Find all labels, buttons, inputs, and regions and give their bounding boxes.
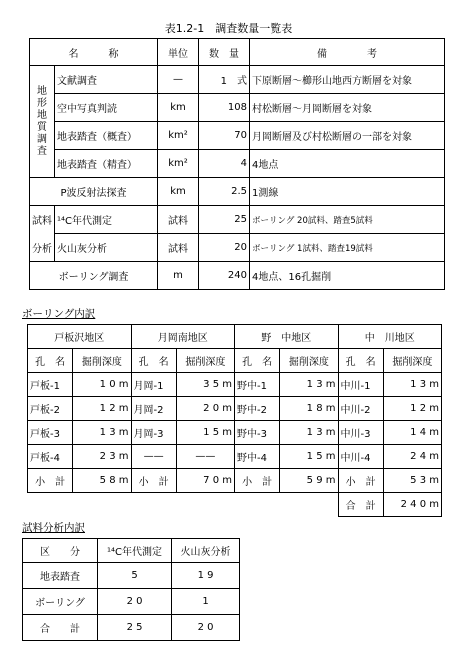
samples-c14-value: 2 0 (98, 589, 172, 615)
hole-name: 中川-3 (338, 421, 383, 445)
row-unit: 試料 (158, 206, 199, 234)
samples-col-ash: 火山灰分析 (172, 539, 240, 563)
hole-name: 中川-4 (338, 445, 383, 469)
col-hole-name: 孔 名 (338, 349, 383, 373)
boring-table (27, 324, 442, 517)
subtotal-value: 5 9 m (280, 469, 338, 493)
hole-name: 中川-1 (338, 373, 383, 397)
row-qty: 240 (199, 262, 250, 290)
col-depth: 掘削深度 (383, 349, 441, 373)
table-row (30, 178, 445, 206)
col-depth: 掘削深度 (73, 349, 131, 373)
total-spacer (28, 493, 339, 517)
summary-table (29, 38, 445, 290)
row-name: P波反射法探査 (30, 178, 158, 206)
hole-depth: 1 3 m (280, 421, 338, 445)
table-row (30, 234, 445, 262)
row-unit: km (158, 94, 199, 122)
hole-depth: 2 0 m (176, 397, 234, 421)
subtotal-label: 小 計 (235, 469, 280, 493)
hole-name: 野中-3 (235, 421, 280, 445)
hole-name: 中川-2 (338, 397, 383, 421)
table-row (30, 122, 445, 150)
hole-depth: 1 5 m (176, 421, 234, 445)
subtotal-label: 小 計 (131, 469, 176, 493)
hole-depth: 3 5 m (176, 373, 234, 397)
area-tsukiokaminami: 月岡南地区 (131, 325, 235, 349)
col-depth: 掘削深度 (176, 349, 234, 373)
row-note: 村松断層〜月岡断層を対象 (250, 94, 445, 122)
hole-name: 野中-1 (235, 373, 280, 397)
boring-heading: ボーリング内訳 (22, 308, 96, 320)
row-qty: 20 (199, 234, 250, 262)
table-row (30, 262, 445, 290)
row-note: 下原断層〜櫛形山地西方断層を対象 (250, 66, 445, 94)
row-note: 4地点 (250, 150, 445, 178)
hole-name: —— (131, 445, 176, 469)
header-name: 名 称 (30, 39, 158, 66)
table-row (23, 563, 240, 589)
samples-row-label: ボーリング (23, 589, 98, 615)
area-nonaka: 野 中地区 (235, 325, 339, 349)
subtotal-value: 5 3 m (383, 469, 441, 493)
area-toitazawa: 戸板沢地区 (28, 325, 132, 349)
samples-c14-value: 5 (98, 563, 172, 589)
row-qty: 108 (199, 94, 250, 122)
row-note: 4地点、16孔掘削 (250, 262, 445, 290)
row-name: ¹⁴C年代測定 (55, 206, 158, 234)
samples-row-label: 合 計 (23, 615, 98, 641)
samples-ash-value: 1 9 (172, 563, 240, 589)
samples-c14-value: 2 5 (98, 615, 172, 641)
boring-area-row (28, 325, 442, 349)
hole-name: 野中-2 (235, 397, 280, 421)
hole-depth: 1 3 m (383, 373, 441, 397)
row-unit: km (158, 178, 199, 206)
row-qty: 1 式 (199, 66, 250, 94)
samples-col-c14: ¹⁴C年代測定 (98, 539, 172, 563)
row-qty: 70 (199, 122, 250, 150)
table-row (23, 589, 240, 615)
table-row (30, 94, 445, 122)
col-hole-name: 孔 名 (235, 349, 280, 373)
subtotal-row (28, 469, 442, 493)
samples-ash-value: 2 0 (172, 615, 240, 641)
row-name: 文献調査 (55, 66, 158, 94)
page-title: 表1.2-1 調査数量一覧表 (164, 22, 293, 35)
subtotal-label: 小 計 (28, 469, 73, 493)
table-row (30, 66, 445, 94)
row-name: ボーリング調査 (30, 262, 158, 290)
row-unit: km² (158, 122, 199, 150)
hole-depth: 1 2 m (73, 397, 131, 421)
row-qty: 4 (199, 150, 250, 178)
total-label: 合 計 (338, 493, 383, 517)
col-depth: 掘削深度 (280, 349, 338, 373)
table-row (28, 445, 442, 469)
table-row (23, 615, 240, 641)
hole-name: 月岡-2 (131, 397, 176, 421)
subtotal-value: 7 0 m (176, 469, 234, 493)
group-label (30, 66, 55, 178)
table-row (30, 150, 445, 178)
hole-depth: 1 5 m (280, 445, 338, 469)
row-qty: 25 (199, 206, 250, 234)
row-category: 分析 (30, 234, 55, 262)
hole-name: 戸板-4 (28, 445, 73, 469)
hole-depth: 1 8 m (280, 397, 338, 421)
row-unit: — (158, 66, 199, 94)
hole-name: 戸板-1 (28, 373, 73, 397)
hole-depth: 1 0 m (73, 373, 131, 397)
hole-name: 戸板-3 (28, 421, 73, 445)
summary-header-row (30, 39, 445, 66)
samples-col-category: 区 分 (23, 539, 98, 563)
hole-name: 野中-4 (235, 445, 280, 469)
subtotal-label: 小 計 (338, 469, 383, 493)
samples-row-label: 地表踏査 (23, 563, 98, 589)
samples-header-row (23, 539, 240, 563)
table-row (28, 421, 442, 445)
row-unit: m (158, 262, 199, 290)
header-qty: 数 量 (199, 39, 250, 66)
header-unit: 単位 (158, 39, 199, 66)
hole-depth: 1 2 m (383, 397, 441, 421)
table-row (28, 397, 442, 421)
row-name: 火山灰分析 (55, 234, 158, 262)
row-note: 1測線 (250, 178, 445, 206)
samples-table (22, 538, 240, 641)
row-unit: km² (158, 150, 199, 178)
hole-depth: —— (176, 445, 234, 469)
row-name: 地表踏査（概査） (55, 122, 158, 150)
samples-ash-value: 1 (172, 589, 240, 615)
row-note: ボーリング 20試料、踏査5試料 (250, 206, 445, 234)
header-note: 備 考 (250, 39, 445, 66)
col-hole-name: 孔 名 (28, 349, 73, 373)
row-qty: 2.5 (199, 178, 250, 206)
area-nakagawa: 中 川地区 (338, 325, 442, 349)
table-row (28, 373, 442, 397)
hole-depth: 1 3 m (280, 373, 338, 397)
hole-depth: 2 4 m (383, 445, 441, 469)
hole-depth: 1 4 m (383, 421, 441, 445)
samples-heading: 試料分析内訳 (22, 522, 85, 534)
hole-name: 戸板-2 (28, 397, 73, 421)
row-note: ボーリング 1試料、踏査19試料 (250, 234, 445, 262)
row-note: 月岡断層及び村松断層の一部を対象 (250, 122, 445, 150)
total-value: 2 4 0 m (383, 493, 441, 517)
hole-depth: 2 3 m (73, 445, 131, 469)
row-name: 地表踏査（精査） (55, 150, 158, 178)
row-unit: 試料 (158, 234, 199, 262)
hole-name: 月岡-3 (131, 421, 176, 445)
row-category: 試料 (30, 206, 55, 234)
total-row (28, 493, 442, 517)
table-row (30, 206, 445, 234)
group-label-text: 地形地質調査 (37, 85, 47, 157)
row-name: 空中写真判読 (55, 94, 158, 122)
subtotal-value: 5 8 m (73, 469, 131, 493)
boring-col-header-row (28, 349, 442, 373)
hole-name: 月岡-1 (131, 373, 176, 397)
hole-depth: 1 3 m (73, 421, 131, 445)
col-hole-name: 孔 名 (131, 349, 176, 373)
